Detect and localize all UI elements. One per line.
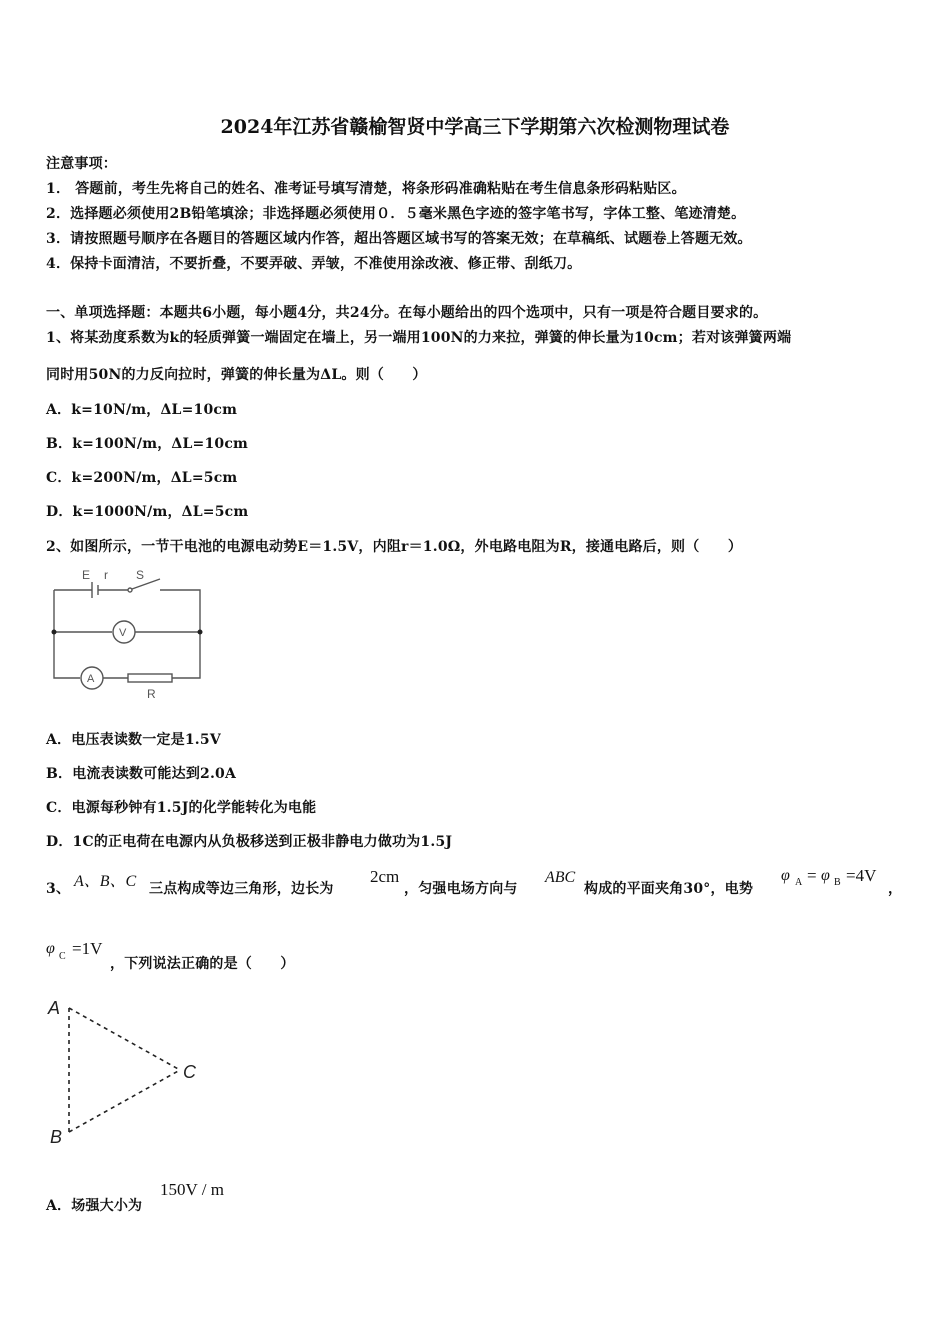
- q3-phi-a: φ: [781, 867, 790, 884]
- q2-stem: 2、如图所示，一节干电池的电源电动势E＝1.5V，内阻r＝1.0Ω，外电路电阻为R，接通电路后，则（ ）: [46, 539, 743, 555]
- q1-option-d: D．k=1000N/m，ΔL=5cm: [46, 504, 249, 520]
- q3-option-a-text: A．场强大小为: [46, 1198, 143, 1214]
- section-heading: 一、单项选择题：本题共6小题，每小题4分，共24分。在每小题给出的四个选项中，只有一项是符合题目要求的。: [46, 305, 768, 321]
- label-r: r: [104, 568, 108, 582]
- label-res: R: [147, 687, 156, 701]
- q3-phi-b-sub: B: [834, 877, 841, 888]
- q3-phi-b: φ: [821, 867, 830, 884]
- notice-heading: 注意事项：: [46, 156, 117, 172]
- q1-option-c: C．k=200N/m，ΔL=5cm: [46, 470, 238, 486]
- vertex-b-label: B: [50, 1127, 63, 1147]
- q2-option-a: A．电压表读数一定是1.5V: [46, 732, 221, 748]
- q3-text1: 三点构成等边三角形，边长为: [149, 881, 334, 897]
- notice-item: 3．请按照题号顺序在各题目的答题区域内作答，超出答题区域书写的答案无效；在草稿纸、试题卷上答题无效。: [46, 231, 752, 247]
- q3-value-c: =1V: [72, 939, 103, 958]
- q3-phi-a-sub: A: [795, 877, 803, 888]
- q3-side-length: 2cm: [370, 867, 400, 886]
- q3-text4: ，下列说法正确的是（ ）: [110, 956, 295, 972]
- label-e: E: [82, 568, 91, 582]
- q3-points: A、B、C: [74, 873, 137, 890]
- q3-abc: ABC: [545, 869, 576, 886]
- q3-text3: 构成的平面夹角30°，电势: [584, 881, 754, 897]
- q3-number: 3、: [46, 881, 71, 897]
- notice-item: 1． 答题前，考生先将自己的姓名、准考证号填写清楚，将条形码准确粘贴在考生信息条形码粘贴区。: [46, 181, 686, 197]
- label-a: A: [87, 673, 95, 685]
- q3-option-a-value: 150V / m: [160, 1180, 224, 1199]
- q3-phi-c-sub: C: [59, 951, 66, 962]
- page-title: 2024年江苏省赣榆智贤中学高三下学期第六次检测物理试卷: [220, 116, 730, 138]
- q3-value-ab: =4V: [846, 866, 877, 885]
- label-s: S: [136, 568, 145, 582]
- q3-equals: =: [807, 866, 817, 885]
- q3-phi-c: φ: [46, 940, 55, 957]
- vertex-a-label: A: [48, 998, 61, 1018]
- triangle-diagram: [40, 990, 220, 1150]
- notice-item: 2．选择题必须使用2B铅笔填涂；非选择题必须使用０．５毫米黑色字迹的签字笔书写，字体工整、笔迹清楚。: [46, 206, 746, 222]
- q2-option-b: B．电流表读数可能达到2.0A: [46, 766, 237, 782]
- q2-option-c: C．电源每秒钟有1.5J的化学能转化为电能: [46, 800, 317, 816]
- notice-item: 4．保持卡面清洁，不要折叠，不要弄破、弄皱，不准使用涂改液、修正带、刮纸刀。: [46, 256, 582, 272]
- q1-stem-line1: 1、将某劲度系数为k的轻质弹簧一端固定在墙上，另一端用100N的力来拉，弹簧的伸长量为10cm；若对该弹簧两端: [46, 330, 792, 346]
- label-v: V: [119, 627, 127, 639]
- q1-stem-line2: 同时用50N的力反向拉时，弹簧的伸长量为ΔL。则（ ）: [46, 367, 427, 383]
- q3-text2: ，匀强电场方向与: [404, 881, 518, 897]
- q2-option-d: D．1C的正电荷在电源内从负极移送到正极非静电力做功为1.5J: [46, 834, 453, 850]
- q3-comma: ，: [888, 881, 903, 897]
- vertex-c-label: C: [183, 1062, 196, 1082]
- circuit-diagram: [40, 562, 220, 702]
- q1-option-a: A．k=10N/m，ΔL=10cm: [46, 402, 238, 418]
- q1-option-b: B．k=100N/m，ΔL=10cm: [46, 436, 249, 452]
